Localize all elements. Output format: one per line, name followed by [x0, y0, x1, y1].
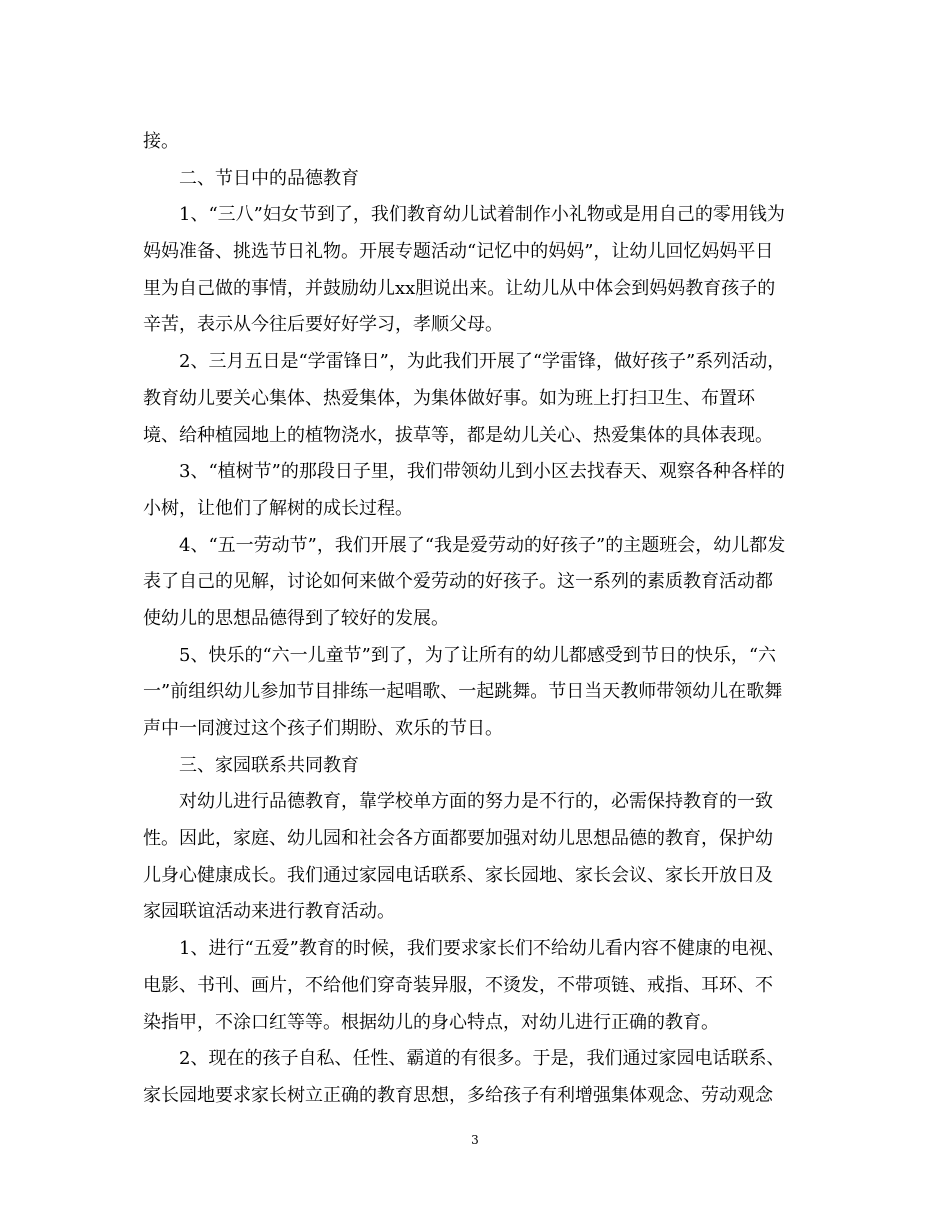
paragraph-line: 性。因此，家庭、幼儿园和社会各方面都要加强对幼儿思想品德的教育，保护幼: [143, 828, 773, 850]
section-heading: 二、节日中的品德教育: [179, 167, 359, 189]
body-text: [143, 124, 811, 1115]
paragraph-line: 声中一同渡过这个孩子们期盼、欢乐的节日。: [143, 718, 503, 739]
paragraph-line: 电影、书刊、画片，不给他们穿奇装异服，不烫发，不带项链、戒指、耳环、不: [143, 974, 773, 996]
paragraph-line: 2、现在的孩子自私、任性、霸道的有很多。于是，我们通过家园电话联系、: [179, 1048, 785, 1070]
paragraph-line: 使幼儿的思想品德得到了较好的发展。: [143, 607, 449, 629]
paragraph-line: 对幼儿进行品德教育，靠学校单方面的努力是不行的，必需保持教育的一致: [179, 791, 773, 813]
page-number: 3: [471, 1133, 479, 1147]
paragraph-line: 3、“植树节”的那段日子里，我们带领幼儿到小区去找春天、观察各种各样的: [179, 461, 785, 483]
paragraph-line: 一”前组织幼儿参加节目排练一起唱歌、一起跳舞。节日当天教师带领幼儿在歌舞: [143, 681, 783, 703]
paragraph-line: 表了自己的见解，讨论如何来做个爱劳动的好孩子。这一系列的素质教育活动都: [143, 571, 773, 593]
paragraph-line: 境、给种植园地上的植物浇水，拔草等，都是幼儿关心、热爱集体的具体表现。: [143, 424, 773, 446]
paragraph-line: 5、快乐的“六一儿童节”到了，为了让所有的幼儿都感受到节日的快乐，“六: [179, 644, 777, 666]
paragraph-line: 教育幼儿要关心集体、热爱集体，为集体做好事。如为班上打扫卫生、布置环: [143, 387, 755, 409]
paragraph-line: 2、三月五日是“学雷锋日”，为此我们开展了“学雷锋，做好孩子”系列活动，: [179, 351, 786, 373]
paragraph-line: 家长园地要求家长树立正确的教育思想，多给孩子有利增强集体观念、劳动观念: [143, 1084, 773, 1106]
paragraph-line: 1、“三八”妇女节到了，我们教育幼儿试着制作小礼物或是用自己的零用钱为: [179, 204, 785, 226]
paragraph-line: 1、进行“五爱”教育的时候，我们要求家长们不给幼儿看内容不健康的电视、: [179, 938, 785, 960]
paragraph-line: 家园联谊活动来进行教育活动。: [143, 901, 395, 923]
paragraph-line: 小树，让他们了解树的成长过程。: [143, 497, 413, 519]
paragraph-line: 里为自己做的事情，并鼓励幼儿xx胆说出来。让幼儿从中体会到妈妈教育孩子的: [143, 277, 776, 299]
paragraph-line: 妈妈准备、挑选节日礼物。开展专题活动“记忆中的妈妈”，让幼儿回忆妈妈平日: [143, 241, 774, 263]
paragraph-line: 接。: [143, 131, 179, 152]
paragraph-line: 染指甲，不涂口红等等。根据幼儿的身心特点，对幼儿进行正确的教育。: [143, 1011, 719, 1033]
paragraph-line: 4、“五一劳动节”，我们开展了“我是爱劳动的好孩子”的主题班会，幼儿都发: [179, 534, 786, 556]
paragraph-line: 辛苦，表示从今往后要好好学习，孝顺父母。: [143, 314, 503, 336]
section-heading: 三、家园联系共同教育: [179, 754, 359, 776]
paragraph-line: 儿身心健康成长。我们通过家园电话联系、家长园地、家长会议、家长开放日及: [143, 864, 773, 886]
